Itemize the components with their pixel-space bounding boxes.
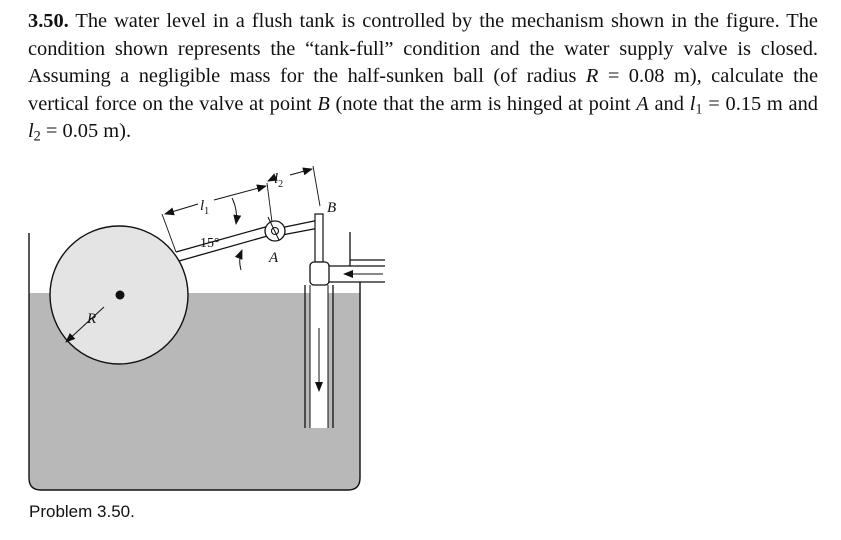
problem-text-6: = 0.05 m). [40, 120, 132, 142]
valve-arm-top [280, 220, 319, 228]
label-angle: 15° [200, 236, 220, 251]
label-l1: $l_1$ [200, 198, 210, 217]
problem-text-3: (note that the arm is hinged at point [329, 92, 637, 115]
symbol-l2-sub: 2 [33, 128, 41, 145]
valve-arm-bottom [282, 228, 319, 235]
problem-text-2: = 0.08 m), calculate the vertical force on the valve at point [28, 65, 819, 115]
symbol-R: R [585, 65, 599, 87]
valve-extension [313, 166, 320, 206]
symbol-l1-sub: 1 [695, 101, 703, 118]
label-l2: $l_2$ [274, 171, 284, 190]
l2-arrow-right [290, 169, 312, 175]
symbol-B: B [317, 92, 330, 115]
problem-number: 3.50. [28, 10, 69, 32]
label-B: B [327, 200, 337, 216]
symbol-l2: l [28, 120, 34, 142]
problem-text-1: The water level in a flush tank is controlled by the mechanism shown in the figure. The condition shown represents the “tank-full” condition and the water supply valve is closed. Assuming a negligible mass for the half-sunken ball (of radius [28, 10, 818, 87]
hinge-extension [267, 183, 272, 222]
symbol-A: A [636, 92, 649, 115]
valve-stem [315, 214, 323, 262]
angle-arc-lower [240, 250, 242, 270]
symbol-l1: l [689, 92, 696, 115]
l1-arrow-right [214, 186, 266, 200]
label-R: R [87, 311, 97, 327]
ball-center-dot [116, 291, 125, 300]
angle-arc-upper [232, 198, 237, 224]
label-A: A [269, 250, 279, 266]
l1-arrow-left [165, 204, 198, 214]
valve-body [310, 262, 329, 285]
problem-text-5: = 0.15 m and [702, 92, 818, 115]
figure-caption: Problem 3.50. [29, 502, 135, 521]
problem-text-4: and [648, 92, 690, 115]
